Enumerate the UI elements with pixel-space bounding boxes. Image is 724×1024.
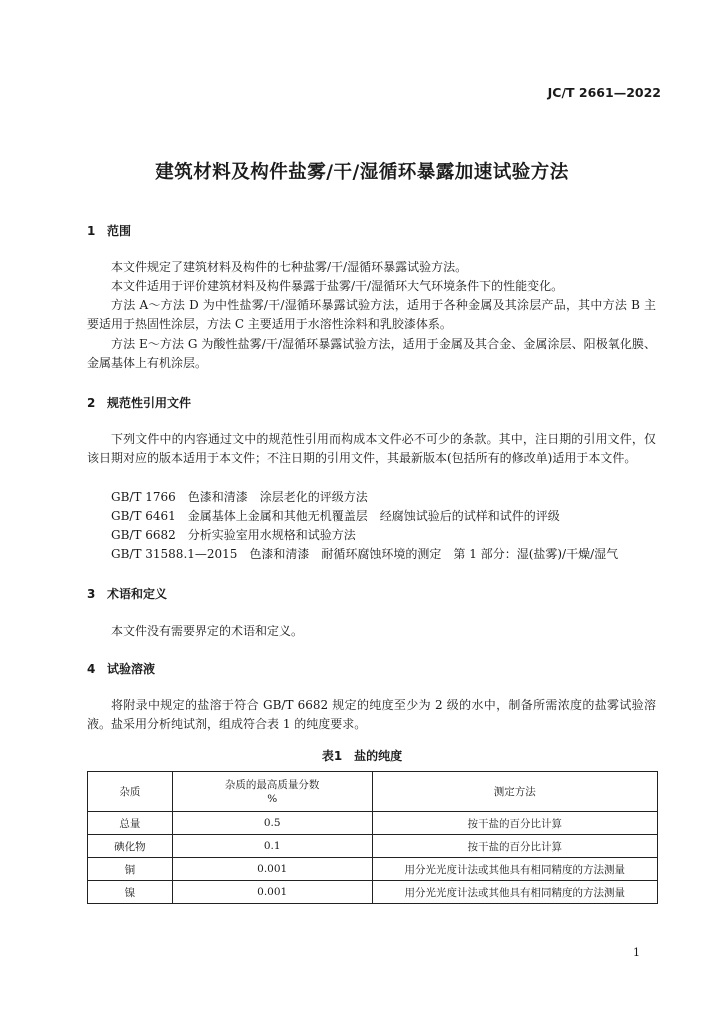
reference-item: GB/T 6682 分析实验室用水规格和试验方法 xyxy=(111,528,356,542)
table-header-row xyxy=(88,772,658,812)
section-title: 范围 xyxy=(107,224,132,238)
table-cell: 总量 xyxy=(88,812,173,835)
table-row xyxy=(88,858,658,881)
table-row xyxy=(88,812,658,835)
table-cell: 0.1 xyxy=(172,835,372,858)
reference-item: GB/T 1766 色漆和清漆 涂层老化的评级方法 xyxy=(111,490,368,504)
header-cell: 杂质 xyxy=(88,772,173,812)
table-cell: 碘化物 xyxy=(88,835,173,858)
header-unit: % xyxy=(267,792,278,805)
document-title: 建筑材料及构件盐雾/干/湿循环暴露加速试验方法 xyxy=(155,162,569,183)
section-1-heading xyxy=(87,222,131,239)
paragraph: 本文件没有需要界定的术语和定义。 xyxy=(111,624,304,638)
paragraph: 下列文件中的内容通过文中的规范性引用而构成本文件必不可少的条款。其中，注日期的引用文件，仅该日期对应的版本适用于本文件；不注日期的引用文件，其最新版本(包括所有的修改单)适用于本文件。 xyxy=(87,432,656,466)
paragraph: 本文件适用于评价建筑材料及构件暴露于盐雾/干/湿循环大气环境条件下的性能变化。 xyxy=(111,279,564,293)
salt-purity-table xyxy=(87,771,658,904)
page-number: 1 xyxy=(633,946,640,959)
section-title: 试验溶液 xyxy=(107,662,156,676)
paragraph: 方法 A～方法 D 为中性盐雾/干/湿循环暴露试验方法，适用于各种金属及其涂层产品，其中方法 B 主要适用于热固性涂层，方法 C 主要适用于水溶性涂料和乳胶漆体系。 xyxy=(87,298,656,332)
table-row xyxy=(88,835,658,858)
paragraph: 本文件规定了建筑材料及构件的七种盐雾/干/湿循环暴露试验方法。 xyxy=(111,260,468,274)
reference-item: GB/T 6461 金属基体上金属和其他无机覆盖层 经腐蚀试验后的试样和试件的评级 xyxy=(111,509,560,523)
table-caption: 表1 盐的纯度 xyxy=(321,749,403,763)
section-number: 4 xyxy=(87,662,96,676)
section-number: 1 xyxy=(87,224,96,238)
section-title: 术语和定义 xyxy=(107,587,168,601)
standard-code: JC/T 2661—2022 xyxy=(547,85,661,100)
table-cell: 按干盐的百分比计算 xyxy=(372,835,657,858)
table-cell: 镍 xyxy=(88,881,173,904)
section-number: 2 xyxy=(87,396,96,410)
table-cell: 0.5 xyxy=(172,812,372,835)
paragraph: 方法 E～方法 G 为酸性盐雾/干/湿循环暴露试验方法，适用于金属及其合金、金属涂层、阳极氧化膜、金属基体上有机涂层。 xyxy=(87,337,656,371)
table-cell: 用分光光度计法或其他具有相同精度的方法测量 xyxy=(372,881,657,904)
table-cell: 0.001 xyxy=(172,858,372,881)
header-cell xyxy=(172,772,372,812)
table-cell: 用分光光度计法或其他具有相同精度的方法测量 xyxy=(372,858,657,881)
section-number: 3 xyxy=(87,587,96,601)
section-4-heading xyxy=(87,660,155,677)
section-2-heading xyxy=(87,394,191,411)
paragraph: 将附录中规定的盐溶于符合 GB/T 6682 规定的纯度至少为 2 级的水中，制备所需浓度的盐雾试验溶液。盐采用分析纯试剂，组成符合表 1 的纯度要求。 xyxy=(87,698,656,732)
header-cell: 测定方法 xyxy=(372,772,657,812)
table-cell: 0.001 xyxy=(172,881,372,904)
section-3-heading xyxy=(87,585,167,602)
section-title: 规范性引用文件 xyxy=(107,396,192,410)
table-cell: 按干盐的百分比计算 xyxy=(372,812,657,835)
header-line: 杂质的最高质量分数 xyxy=(224,778,320,791)
table-row xyxy=(88,881,658,904)
table-cell: 铜 xyxy=(88,858,173,881)
reference-item: GB/T 31588.1—2015 色漆和清漆 耐循环腐蚀环境的测定 第 1 部分：湿(盐雾)/干燥/湿气 xyxy=(111,547,619,561)
